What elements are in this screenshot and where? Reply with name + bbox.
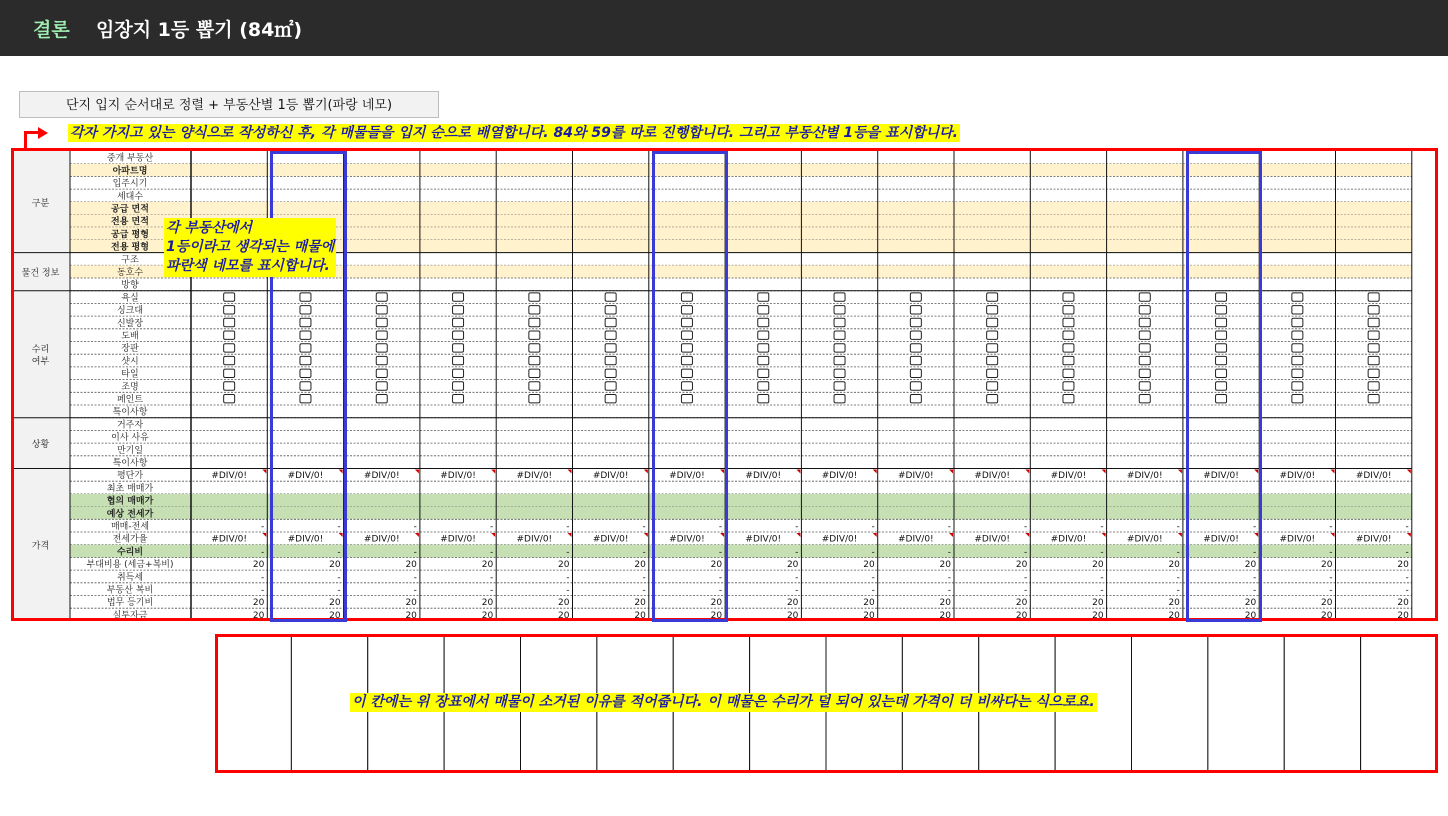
cell-value: #DIV/0!	[898, 534, 934, 545]
cell-value: -	[947, 585, 951, 596]
group-label: 수리 여부	[31, 345, 50, 368]
row-label: 전세가율	[112, 534, 148, 545]
cell-value: -	[1100, 585, 1104, 596]
cell-value: -	[947, 547, 951, 558]
cell-value: -	[1405, 547, 1409, 558]
cell-value: 20	[1397, 610, 1409, 621]
row-label: 이사 사유	[111, 433, 149, 444]
row-label: 조명	[121, 382, 139, 393]
cell-value: 20	[252, 560, 265, 571]
cell-value: -	[337, 585, 341, 596]
row-label: 부동산 복비	[106, 585, 154, 596]
row-label: 도배	[121, 331, 139, 342]
cell-value: #DIV/0!	[516, 471, 553, 482]
cell-value: #DIV/0!	[974, 471, 1010, 482]
cell-value: 20	[1244, 610, 1257, 621]
row-label: 거주자	[116, 420, 144, 431]
cell-value: -	[413, 585, 417, 596]
cell-value: -	[1329, 547, 1333, 558]
row-label: 구조	[121, 255, 139, 266]
cell-value: -	[1405, 585, 1409, 596]
row-label: 싱크대	[116, 306, 144, 317]
cell-value: 20	[1015, 598, 1028, 609]
cell-value: #DIV/0!	[1279, 534, 1316, 545]
cell-value: 20	[1015, 560, 1028, 571]
cell-value: #DIV/0!	[1203, 534, 1239, 545]
title-bar	[0, 0, 1448, 56]
cell-value: #DIV/0!	[1126, 471, 1163, 482]
cell-value: 20	[710, 560, 723, 571]
cell-value: -	[1252, 522, 1257, 532]
cell-value: -	[337, 547, 341, 558]
row-label: 공급 평형	[111, 229, 149, 240]
cell-value: 20	[1168, 610, 1180, 621]
row-label: 아파트명	[112, 166, 148, 177]
row-label: 예상 전세가	[106, 509, 154, 520]
cell-value: 20	[1092, 610, 1104, 621]
cell-value: -	[871, 522, 875, 532]
cell-value: 20	[786, 560, 799, 571]
arrow-icon	[38, 127, 48, 139]
row-label: 공급 면적	[111, 204, 149, 215]
row-label: 만기일	[116, 445, 144, 456]
cell-value: -	[566, 522, 570, 532]
cell-value: 20	[329, 560, 341, 571]
row-label: 동호수	[116, 268, 144, 278]
cell-value: -	[1252, 585, 1257, 596]
row-label: 신발장	[116, 318, 144, 329]
cell-value: -	[413, 547, 417, 558]
cell-value: -	[566, 547, 570, 558]
instruction-note-blue: 각 부동산에서 1등이라고 생각되는 매물에 파란색 네모를 표시합니다.	[164, 218, 336, 277]
cell-value: -	[1252, 547, 1257, 558]
cell-value: #DIV/0!	[592, 534, 629, 545]
row-label: 평단가	[116, 471, 144, 482]
cell-value: 20	[252, 598, 265, 609]
cell-value: 20	[252, 610, 265, 621]
row-label: 법무 등기비	[106, 598, 154, 609]
cell-value: #DIV/0!	[974, 534, 1010, 545]
cell-value: 20	[939, 560, 951, 571]
cell-value: #DIV/0!	[1126, 534, 1163, 545]
cell-value: -	[795, 585, 799, 596]
cell-value: -	[1100, 547, 1104, 558]
cell-value: 20	[786, 610, 799, 621]
cell-value: -	[795, 547, 799, 558]
cell-value: #DIV/0!	[821, 471, 858, 482]
cell-value: #DIV/0!	[745, 471, 782, 482]
row-label: 매매-전세	[110, 522, 150, 532]
cell-value: -	[642, 572, 646, 583]
cell-value: -	[261, 522, 265, 532]
cell-value: -	[1024, 585, 1028, 596]
cell-value: -	[947, 572, 951, 583]
best-listing-box	[1186, 151, 1262, 622]
cell-value: -	[261, 585, 265, 596]
cell-value: -	[1100, 572, 1104, 583]
cell-value: -	[1405, 572, 1409, 583]
cell-value: -	[947, 522, 951, 532]
row-label: 협의 매매가	[106, 496, 154, 507]
row-label: 장판	[121, 344, 139, 355]
cell-value: -	[489, 585, 494, 596]
row-label: 타일	[121, 369, 139, 380]
cell-value: #DIV/0!	[287, 471, 324, 482]
group-label: 구분	[31, 198, 50, 209]
cell-value: -	[1176, 522, 1180, 532]
cell-value: #DIV/0!	[287, 534, 324, 545]
instruction-note-top: 각자 가지고 있는 양식으로 작성하신 후, 각 매물들을 입지 순으로 배열합니다. 84와 59를 따로 진행합니다. 그리고 부동산별 1등을 표시합니다.	[70, 125, 959, 141]
cell-value: #DIV/0!	[745, 534, 782, 545]
row-label: 최초 매매가	[106, 483, 154, 494]
page-title: 임장지 1등 뽑기 (84㎡)	[96, 19, 302, 41]
cell-value: 20	[786, 598, 799, 609]
conclusion-tag: 결론	[33, 19, 70, 41]
cell-value: -	[642, 585, 646, 596]
cell-value: #DIV/0!	[1355, 471, 1392, 482]
cell-value: 20	[634, 598, 646, 609]
row-label: 수리비	[116, 547, 144, 558]
row-label: 욕실	[121, 293, 139, 304]
cell-value: 20	[558, 610, 570, 621]
cell-value: 20	[558, 598, 570, 609]
cell-value: #DIV/0!	[821, 534, 858, 545]
row-label: 방향	[121, 280, 139, 291]
cell-value: #DIV/0!	[1279, 471, 1316, 482]
cell-value: -	[337, 522, 341, 532]
cell-value: -	[718, 585, 723, 596]
cell-value: -	[1329, 572, 1333, 583]
cell-value: -	[1024, 547, 1028, 558]
cell-value: -	[413, 522, 417, 532]
row-label: 세대수	[116, 191, 144, 202]
row-label: 부대비용 (세금+복비)	[86, 560, 174, 571]
cell-value: -	[413, 572, 417, 583]
cell-value: 20	[329, 598, 341, 609]
row-label: 전용 평형	[111, 242, 149, 253]
cell-value: 20	[1397, 598, 1409, 609]
cell-value: 20	[1015, 610, 1028, 621]
cell-value: -	[718, 572, 723, 583]
cell-value: -	[261, 547, 265, 558]
cell-value: -	[261, 572, 265, 583]
row-label: 실투자금	[112, 610, 148, 621]
cell-value: -	[1405, 522, 1409, 532]
row-label: 특이사항	[112, 458, 148, 469]
cell-value: 20	[863, 598, 875, 609]
cell-value: -	[489, 572, 494, 583]
cell-value: 20	[1244, 560, 1257, 571]
cell-value: -	[1024, 522, 1028, 532]
cell-value: 20	[558, 560, 570, 571]
cell-value: -	[871, 547, 875, 558]
cell-value: #DIV/0!	[1050, 534, 1087, 545]
group-label: 물건 정보	[21, 268, 60, 279]
row-label: 중개 부동산	[106, 153, 154, 164]
cell-value: 20	[329, 610, 341, 621]
group-label: 가격	[31, 541, 50, 552]
cell-value: -	[718, 522, 723, 532]
cell-value: 20	[481, 598, 494, 609]
cell-value: 20	[710, 610, 723, 621]
row-label: 특이사항	[112, 407, 148, 418]
cell-value: 20	[1092, 560, 1104, 571]
cell-value: #DIV/0!	[440, 471, 476, 482]
cell-value: -	[337, 572, 341, 583]
cell-value: 20	[634, 560, 646, 571]
cell-value: -	[489, 522, 494, 532]
cell-value: -	[642, 547, 646, 558]
cell-value: -	[795, 522, 799, 532]
group-label: 상황	[31, 440, 50, 451]
cell-value: 20	[481, 560, 494, 571]
cell-value: 20	[405, 610, 417, 621]
row-label: 취득세	[116, 572, 144, 583]
cell-value: #DIV/0!	[1050, 471, 1087, 482]
cell-value: #DIV/0!	[898, 471, 934, 482]
row-label: 페인트	[116, 395, 144, 405]
cell-value: -	[871, 585, 875, 596]
instruction-note-bottom: 이 칸에는 위 장표에서 매물이 소거된 이유를 적어줍니다. 이 매물은 수리가 덜 되어 있는데 가격이 더 비싸다는 식으로요.	[352, 694, 1095, 710]
cell-value: #DIV/0!	[1355, 534, 1392, 545]
cell-value: #DIV/0!	[363, 471, 400, 482]
cell-value: -	[871, 572, 875, 583]
cell-value: -	[1024, 572, 1028, 583]
cell-value: -	[1252, 572, 1257, 583]
cell-value: 20	[1321, 610, 1333, 621]
cell-value: 20	[1321, 560, 1333, 571]
cell-value: 20	[863, 610, 875, 621]
cell-value: -	[1329, 522, 1333, 532]
cell-value: -	[1176, 547, 1180, 558]
cell-value: 20	[939, 598, 951, 609]
row-label: 전용 면적	[111, 217, 149, 228]
cell-value: 20	[1244, 598, 1257, 609]
cell-value: -	[1329, 585, 1333, 596]
cell-value: 20	[405, 598, 417, 609]
cell-value: 20	[939, 610, 951, 621]
row-label: 샷시	[121, 356, 139, 367]
cell-value: #DIV/0!	[211, 471, 247, 482]
cell-value: -	[1176, 572, 1180, 583]
cell-value: #DIV/0!	[669, 534, 705, 545]
cell-value: 20	[1168, 560, 1180, 571]
cell-value: -	[1176, 585, 1180, 596]
cell-value: 20	[1397, 560, 1409, 571]
cell-value: 20	[1092, 598, 1104, 609]
cell-value: 20	[1168, 598, 1180, 609]
cell-value: 20	[634, 610, 646, 621]
cell-value: 20	[1321, 598, 1333, 609]
cell-value: -	[489, 547, 494, 558]
cell-value: #DIV/0!	[363, 534, 400, 545]
cell-value: -	[642, 522, 646, 532]
cell-value: #DIV/0!	[592, 471, 629, 482]
cell-value: 20	[481, 610, 494, 621]
cell-value: 20	[863, 560, 875, 571]
cell-value: -	[566, 585, 570, 596]
cell-value: -	[795, 572, 799, 583]
cell-value: 20	[405, 560, 417, 571]
instruction-label: 단지 입지 순서대로 정렬 + 부동산별 1등 뽑기(파랑 네모)	[19, 91, 439, 118]
cell-value: -	[566, 572, 570, 583]
cell-value: #DIV/0!	[440, 534, 476, 545]
cell-value: 20	[710, 598, 723, 609]
cell-value: -	[718, 547, 723, 558]
cell-value: #DIV/0!	[1203, 471, 1239, 482]
cell-value: -	[1100, 522, 1104, 532]
cell-value: #DIV/0!	[516, 534, 553, 545]
cell-value: #DIV/0!	[211, 534, 247, 545]
cell-value: #DIV/0!	[669, 471, 705, 482]
best-listing-box	[652, 151, 728, 622]
row-label: 입주시기	[112, 179, 148, 190]
